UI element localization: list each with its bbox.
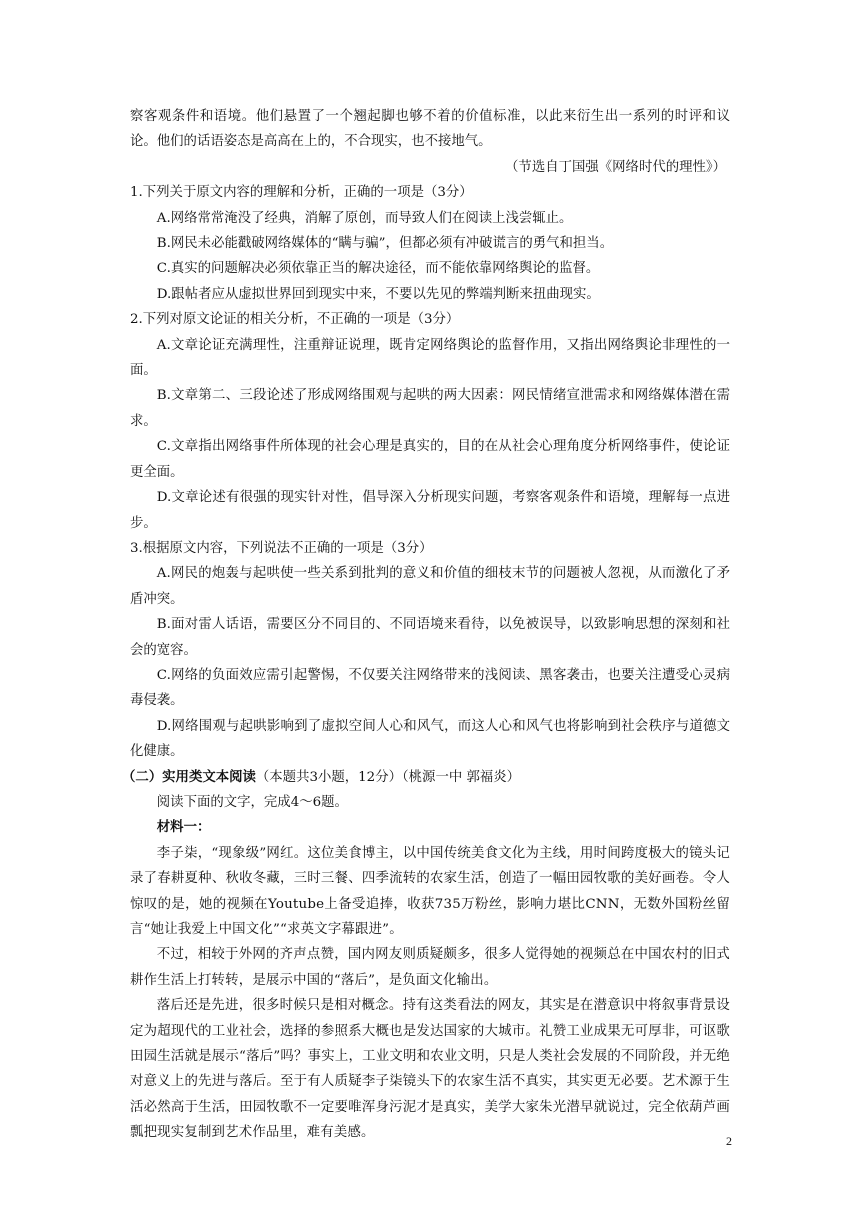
material-paragraph: 落后还是先进，很多时候只是相对概念。持有这类看法的网友，其实是在潜意识中将叙事背景设定为超现代的工业社会，选择的参照系大概也是发达国家的大城市。礼赞工业成果无可厚非，可讴歌田园生活就是展示“落后”吗？事实上，工业文明和农业文明，只是人类社会发展的不同阶段，并无绝对意义上的先进与落后。至于有人质疑李子柒镜头下的农家生活不真实，其实更无必要。艺术源于生活必然高于生活，田园牧歌不一定要唯浑身污泥才是真实，美学大家朱光潜早就说过，完全依葫芦画瓢把现实复制到艺术作品里，难有美感。	[130, 998, 730, 1141]
section-title: （二）实用类文本阅读	[122, 768, 256, 785]
option-a: A.文章论证充满理性，注重辩证说理，既肯定网络舆论的监督作用，又指出网络舆论非理性的一面。	[130, 337, 730, 379]
material-paragraph: 李子柒，“现象级”网红。这位美食博主，以中国传统美食文化为主线，用时间跨度极大的镜头记录了春耕夏种、秋收冬藏，三时三餐、四季流转的农家生活，创造了一幅田园牧歌的美好画卷。令人惊叹的是，她的视频在Youtube上备受追捧，收获735万粉丝，影响力堪比CNN，无数外国粉丝留言“她让我爱上中国文化”“求英文字幕跟进”。	[130, 845, 730, 937]
option-d: D.跟帖者应从虚拟世界回到现实中来，不要以先见的弊端判断来扭曲现实。	[156, 286, 600, 302]
option-d: D.文章论述有很强的现实针对性，倡导深入分析现实问题，考察客观条件和语境，理解每一点进步。	[130, 490, 730, 531]
option-c: C.文章指出网络事件所体现的社会心理是真实的，目的在从社会心理角度分析网络事件，使论证更全面。	[130, 439, 730, 480]
reading-instruction: 阅读下面的文字，完成4～6题。	[156, 794, 348, 810]
page-number: 2	[726, 1134, 732, 1148]
passage-tail: 察客观条件和语境。他们悬置了一个翘起脚也够不着的价值标准，以此来衍生出一系列的时评和议论。他们的话语姿态是高高在上的，不合现实，也不接地气。	[130, 109, 730, 150]
option-b: B.网民未必能戳破网络媒体的“瞒与骗”，但都必须有冲破谎言的勇气和担当。	[156, 236, 614, 252]
material-label: 材料一：	[156, 819, 211, 836]
option-d: D.网络围观与起哄影响到了虚拟空间人心和风气，而这人心和风气也将影响到社会秩序与道德文化健康。	[130, 718, 730, 760]
section-heading	[122, 765, 730, 790]
material-paragraph: 不过，相较于外网的齐声点赞，国内网友则质疑颇多，很多人觉得她的视频总在中国农村的旧式耕作生活上打转转，是展示中国的“落后”，是负面文化输出。	[130, 947, 730, 988]
option-a: A.网民的炮轰与起哄使一些关系到批判的意义和价值的细枝末节的问题被人忽视，从而激化了矛盾冲突。	[130, 566, 730, 607]
option-b: B.文章第二、三段论述了形成网络围观与起哄的两大因素：网民情绪宣泄需求和网络媒体潜在需求。	[130, 388, 730, 429]
question-stem: 3.根据原文内容，下列说法不正确的一项是（3分）	[130, 540, 433, 556]
page-content	[122, 104, 730, 1146]
question-1	[130, 180, 730, 307]
question-2	[130, 307, 730, 536]
question-3	[130, 536, 730, 765]
section-note: （本题共3小题，12分）（桃源一中 郭福炎）	[255, 769, 521, 785]
option-a: A.网络常常淹没了经典，消解了原创，而导致人们在阅读上浅尝辄止。	[156, 210, 573, 226]
option-b: B.面对雷人话语，需要区分不同目的、不同语境来看待，以免被误导，以致影响思想的深刻和社会的宽容。	[130, 617, 730, 658]
question-stem: 2.下列对原文论证的相关分析，不正确的一项是（3分）	[130, 312, 460, 328]
option-c: C.真实的问题解决必须依靠正当的解决途径，而不能依靠网络舆论的监督。	[156, 261, 600, 277]
question-stem: 1.下列关于原文内容的理解和分析，正确的一项是（3分）	[130, 185, 473, 201]
passage-source: （节选自丁国强《网络时代的理性》）	[505, 159, 726, 175]
option-c: C.网络的负面效应需引起警惕，不仅要关注网络带来的浅阅读、黑客袭击，也要关注遭受心灵病毒侵袭。	[130, 667, 730, 709]
